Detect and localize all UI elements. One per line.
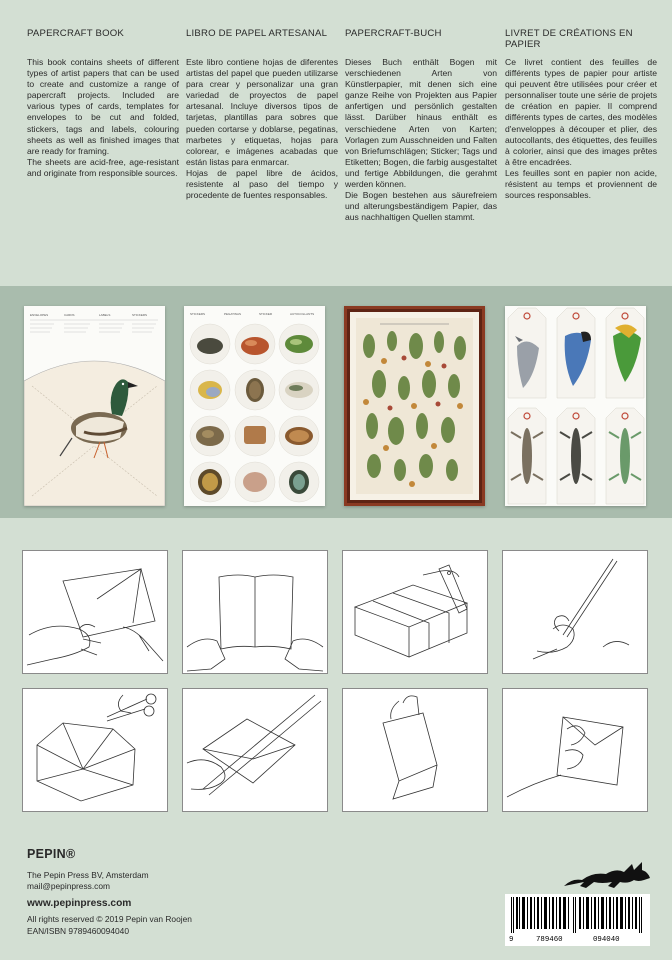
barcode-digit-first: 9 — [509, 936, 514, 944]
column-french — [505, 28, 657, 201]
sheet1-label-4: STICKERS — [132, 313, 148, 317]
heading-german: PAPERCRAFT-BUCH — [345, 28, 442, 39]
heading-english: PAPERCRAFT BOOK — [27, 28, 125, 39]
sheet2-label-2: PEGATINAS — [224, 312, 241, 316]
column-german — [345, 28, 497, 223]
publisher-website[interactable]: www.pepinpress.com — [27, 898, 132, 909]
heading-french: LIVRET DE CRÉATIONS EN PAPIER — [505, 28, 633, 50]
sample-sheet-tags — [505, 306, 646, 506]
sheet1-label-2: CARDS — [64, 313, 75, 317]
step-6-fold-with-ruler — [182, 688, 328, 812]
barcode-bars — [509, 897, 646, 933]
publisher-address: The Pepin Press BV, Amsterdam — [27, 870, 149, 880]
step-5-cut-envelope — [22, 688, 168, 812]
body-german: Dieses Buch enthält Bogen mit verschiedenen Arten von Künstlerpapier, mit denen sich eine ganze Reihe von Projekten aus Papier anfertigen und persönlich gestalten lässt. Darüber hinaus enthält es verschiedene Arten von Karten; Vorlagen zum Ausschneiden und Falten von Briefumschlägen; Sticker; Tags und Etiketten; Bogen, die farbig ausgestaltet und fertige Abbildungen, die gerahmt werden können. Die Bogen bestehen aus säurefreiem und alterungsbeständigem Papier, das aus nachhaltigen Quellen stammt. — [345, 57, 497, 223]
sheet2-label-1: STICKERS — [190, 312, 206, 316]
sample-sheet-framed-print — [344, 306, 485, 506]
body-english: This book contains sheets of different types of artist papers that can be used to create and customize a range of papercraft projects. Included are various types of cards, templates for envelopes to be cut and folded, stickers, tags and labels, colouring sheets as well as finished images that are ready for framing. The sheets are acid-free, age-resistant and originate from responsible sources. — [27, 57, 179, 178]
step-7-glue-envelope — [342, 688, 488, 812]
sheet1-label-1: ENVELOPES — [30, 313, 49, 317]
step-2-open-card — [182, 550, 328, 674]
sheet1-label-3: LABELS — [99, 313, 111, 317]
column-english — [27, 28, 179, 179]
step-1-fold-paper — [22, 550, 168, 674]
column-spanish — [186, 28, 338, 201]
body-spanish: Este libro contiene hojas de diferentes artistas del papel que pueden utilizarse para crear y personalizar una gran variedad de proyectos de papel artesanal. Incluye diversos tipos de tarjetas, plantillas para sobres que pueden cortarse y doblarse, pegatinas, marbetes y etiquetas, hojas para colorear, e imágenes acabadas que están listas para enmarcar. Hojas de papel libre de ácidos, resistente al paso del tiempo y procedente de fuentes responsables. — [186, 57, 338, 201]
body-french: Ce livret contient des feuilles de différents types de papier pour artiste qui peuvent être utilisées pour créer et personnaliser toute une série de projets de création en papier. Il comprend différents types de cartes, des modèles d'enveloppes à découper et plier, des autocollants, des étiquettes, des feuilles à colorier, ainsi que des images prêtes à être encadrées. Les feuilles sont en papier non acide, résistent au temps et proviennent de sources responsables. — [505, 57, 657, 201]
sample-sheet-stickers — [184, 306, 325, 506]
hare-logo-icon — [562, 860, 652, 890]
copyright-notice: All rights reserved © 2019 Pepin van Roojen — [27, 914, 192, 924]
sheet2-label-3: STICKER — [259, 312, 273, 316]
brand-name: PEPIN® — [27, 847, 76, 861]
step-8-seal-envelope — [502, 688, 648, 812]
isbn-barcode — [505, 894, 650, 946]
heading-spanish: LIBRO DE PAPEL ARTESANAL — [186, 28, 328, 39]
step-4-colour-drawing — [502, 550, 648, 674]
sheet2-label-4: AUTOCOLLANTS — [290, 312, 315, 316]
barcode-digits-left: 789460 — [536, 936, 563, 944]
barcode-digits-right: 094040 — [593, 936, 620, 944]
sample-sheet-envelope — [24, 306, 165, 506]
step-3-attach-tag — [342, 550, 488, 674]
isbn-number: EAN/ISBN 9789460094040 — [27, 926, 129, 936]
publisher-email[interactable]: mail@pepinpress.com — [27, 881, 110, 891]
